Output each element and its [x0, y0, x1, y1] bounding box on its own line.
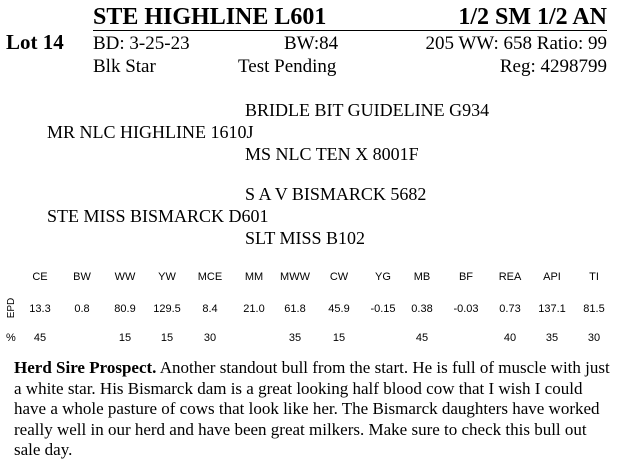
description-body: Another standout bull from the start. He is full of muscle with just a white star. His Bismarck dam is a great looking half blood cow that I wish I could have a whole pasture of cows that look like her. The Bismarck daughters have worked really well in our herd and have been great milkers. Make sure to check this bull out sale day.: [14, 358, 610, 459]
pedigree-dam-dam: SLT MISS B102: [245, 228, 366, 248]
epd-percentile-rea: 40: [503, 332, 517, 344]
color-markings: Blk Star: [93, 56, 156, 77]
epd-header-ce: CE: [32, 271, 48, 283]
pedigree-sire-dam: MS NLC TEN X 8001F: [245, 144, 419, 164]
epd-value-api: 137.1: [538, 303, 566, 315]
epd-header-ww: WW: [114, 271, 136, 283]
epd-value-rea: 0.73: [499, 303, 521, 315]
epd-value-yg: -0.15: [370, 303, 396, 315]
epd-value-mb: 0.38: [411, 303, 433, 315]
epd-value-cw: 45.9: [328, 303, 350, 315]
epd-header-mce: MCE: [197, 271, 223, 283]
registration-number: Reg: 4298799: [499, 56, 607, 77]
epd-percentile-ww: 15: [118, 332, 132, 344]
epd-value-mce: 8.4: [202, 303, 218, 315]
epd-percentile-mb: 45: [415, 332, 429, 344]
epd-value-yw: 129.5: [153, 303, 181, 315]
epd-header-yw: YW: [158, 271, 176, 283]
epd-value-bf: -0.03: [453, 303, 479, 315]
pedigree-dam-sire: S A V BISMARCK 5682: [245, 184, 427, 204]
birth-weight: BW:84: [284, 33, 339, 54]
epd-header-rea: REA: [498, 271, 522, 283]
epd-header-yg: YG: [375, 271, 391, 283]
epd-percentile-api: 35: [545, 332, 559, 344]
epd-percentile-ti: 30: [587, 332, 601, 344]
pct-row-label: %: [6, 332, 16, 344]
epd-percentile-cw: 15: [332, 332, 346, 344]
birth-date: BD: 3-25-23: [93, 33, 190, 54]
epd-value-ti: 81.5: [583, 303, 605, 315]
epd-percentile-ce: 45: [33, 332, 47, 344]
epd-header-cw: CW: [329, 271, 349, 283]
epd-header-bw: BW: [73, 271, 91, 283]
epd-value-ww: 80.9: [114, 303, 136, 315]
epd-header-mm: MM: [244, 271, 264, 283]
epd-percentile-mce: 30: [203, 332, 217, 344]
epd-percentile-yw: 15: [160, 332, 174, 344]
epd-row-label: EPD: [6, 297, 17, 319]
breed-composition: 1/2 SM 1/2 AN: [458, 4, 607, 30]
epd-header-ti: TI: [589, 271, 599, 283]
pedigree-sire: MR NLC HIGHLINE 1610J: [47, 122, 254, 142]
epd-value-mm: 21.0: [243, 303, 265, 315]
epd-header-mww: MWW: [280, 271, 310, 283]
title-rule: [93, 30, 607, 31]
epd-value-mww: 61.8: [284, 303, 306, 315]
test-status: Test Pending: [238, 56, 337, 77]
epd-header-bf: BF: [458, 271, 474, 283]
pedigree-dam: STE MISS BISMARCK D601: [47, 206, 269, 226]
epd-header-mb: MB: [413, 271, 431, 283]
lot-description: [14, 358, 610, 461]
epd-value-ce: 13.3: [29, 303, 51, 315]
epd-header-api: API: [543, 271, 561, 283]
epd-value-bw: 0.8: [74, 303, 90, 315]
lot-number: Lot 14: [6, 30, 64, 54]
weaning-weight: 205 WW: 658 Ratio: 99: [425, 33, 607, 54]
epd-percentile-mww: 35: [288, 332, 302, 344]
description-lead: Herd Sire Prospect.: [14, 358, 157, 377]
animal-name: STE HIGHLINE L601: [93, 4, 327, 30]
pedigree-sire-sire: BRIDLE BIT GUIDELINE G934: [245, 100, 490, 120]
